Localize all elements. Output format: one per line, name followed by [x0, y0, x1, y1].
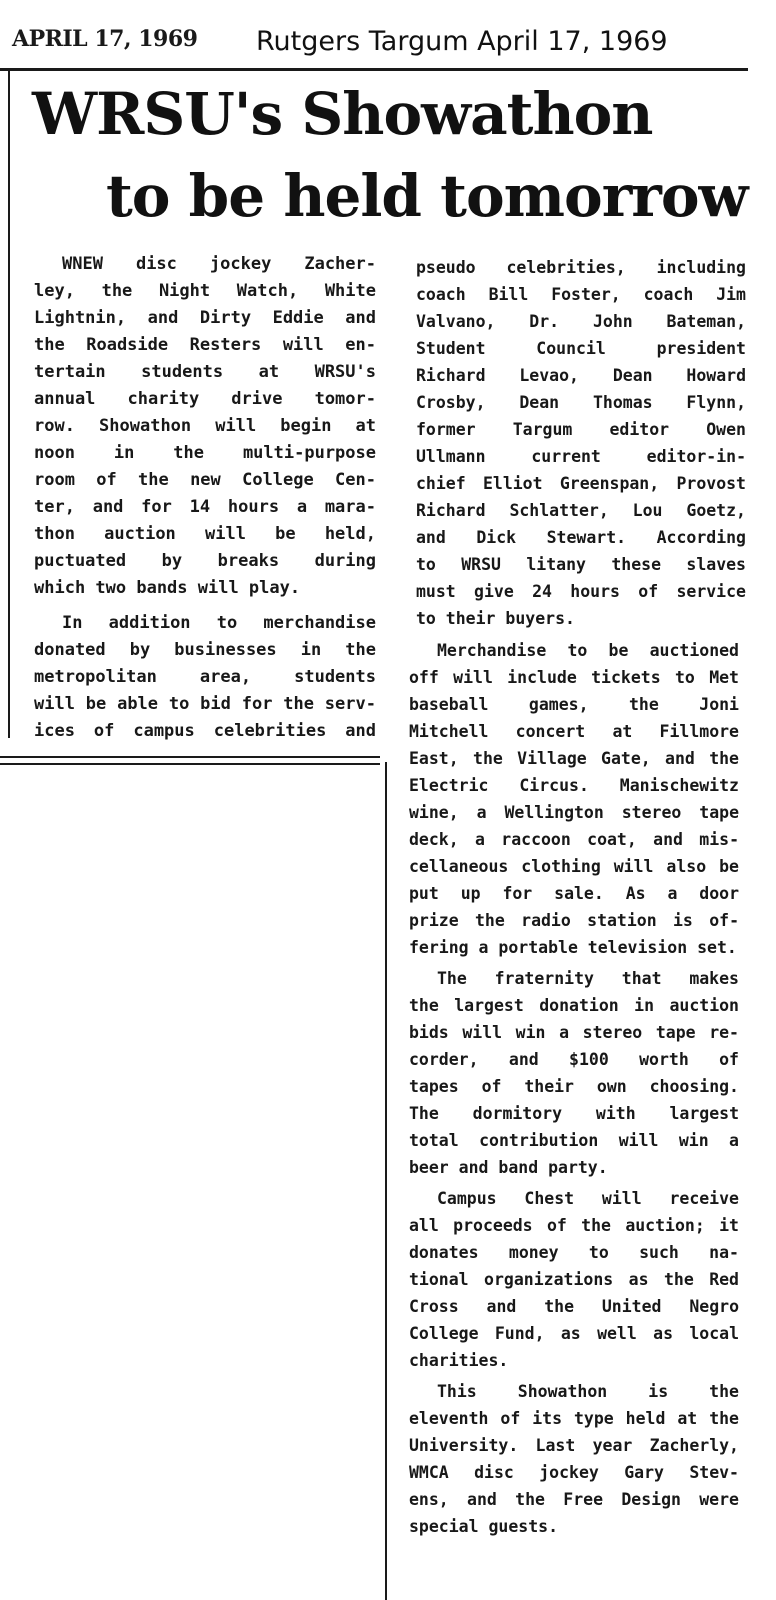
text-line: corder, and $100 worth of	[409, 1050, 739, 1069]
text-line: wine, a Wellington stereo tape	[409, 803, 739, 822]
text-line: all proceeds of the auction; it	[409, 1216, 739, 1235]
text-line: Lightnin, and Dirty Eddie and	[34, 308, 376, 328]
bottom-rule-left-2	[0, 763, 380, 765]
text-line: Valvano, Dr. John Bateman,	[416, 312, 746, 331]
text-line: ices of campus celebrities and	[34, 721, 376, 741]
headline-line-1: WRSU's Showathon	[32, 80, 653, 148]
text-line: special guests.	[409, 1517, 559, 1536]
text-line: charities.	[409, 1351, 509, 1370]
text-line: pseudo celebrities, including	[416, 258, 746, 277]
text-line: College Fund, as well as local	[409, 1324, 739, 1343]
text-line: ley, the Night Watch, White	[34, 281, 376, 301]
text-line: East, the Village Gate, and the	[409, 749, 739, 768]
text-line: the Roadside Resters will en-	[34, 335, 376, 355]
text-line: prize the radio station is of-	[409, 911, 739, 930]
text-line: Student Council president	[416, 339, 746, 358]
text-line: fering a portable television set.	[409, 938, 737, 957]
text-line: annual charity drive tomor-	[34, 389, 376, 409]
text-line: The dormitory with largest	[409, 1104, 739, 1123]
left-border-rule	[8, 70, 10, 738]
text-line: tertain students at WRSU's	[34, 362, 376, 382]
text-line: Crosby, Dean Thomas Flynn,	[416, 393, 746, 412]
text-line: coach Bill Foster, coach Jim	[416, 285, 746, 304]
text-line: baseball games, the Joni	[409, 695, 739, 714]
text-line: row. Showathon will begin at	[34, 416, 376, 436]
text-line: tapes of their own choosing.	[409, 1077, 739, 1096]
text-line: chief Elliot Greenspan, Provost	[416, 474, 746, 493]
article-column-3	[409, 637, 739, 1540]
text-line: puctuated by breaks during	[34, 551, 376, 571]
bottom-rule-left-1	[0, 756, 380, 758]
top-rule	[0, 68, 748, 71]
text-line: Richard Schlatter, Lou Goetz,	[416, 501, 746, 520]
text-line: will be able to bid for the serv-	[34, 694, 376, 714]
text-line: tional organizations as the Red	[409, 1270, 739, 1289]
text-line: WNEW disc jockey Zacher-	[62, 254, 376, 274]
text-line: total contribution will win a	[409, 1131, 739, 1150]
text-line: which two bands will play.	[34, 578, 301, 598]
text-line: Campus Chest will receive	[437, 1189, 739, 1208]
text-line: ter, and for 14 hours a mara-	[34, 497, 376, 517]
source-caption: Rutgers Targum April 17, 1969	[256, 26, 668, 57]
headline-line-2: to be held tomorrow	[106, 162, 748, 230]
text-line: to their buyers.	[416, 609, 575, 628]
text-line: donates money to such na-	[409, 1243, 739, 1262]
article-column-1	[34, 251, 376, 745]
text-line: the largest donation in auction	[409, 996, 739, 1015]
text-line: Richard Levao, Dean Howard	[416, 366, 746, 385]
text-line: and Dick Stewart. According	[416, 528, 746, 547]
text-line: metropolitan area, students	[34, 667, 376, 687]
text-line: room of the new College Cen-	[34, 470, 376, 490]
text-line: Ullmann current editor-in-	[416, 447, 746, 466]
text-line: donated by businesses in the	[34, 640, 376, 660]
article-column-2	[416, 254, 746, 632]
text-line: University. Last year Zacherly,	[409, 1436, 739, 1455]
text-line: ens, and the Free Design were	[409, 1490, 739, 1509]
text-line: cellaneous clothing will also be	[409, 857, 739, 876]
text-line: put up for sale. As a door	[409, 884, 739, 903]
text-line: This Showathon is the	[437, 1382, 739, 1401]
text-line: Electric Circus. Manischewitz	[409, 776, 739, 795]
text-line: eleventh of its type held at the	[409, 1409, 739, 1428]
text-line: noon in the multi-purpose	[34, 443, 376, 463]
text-line: deck, a raccoon coat, and mis-	[409, 830, 739, 849]
text-line: must give 24 hours of service	[416, 582, 746, 601]
text-line: In addition to merchandise	[62, 613, 376, 633]
text-line: off will include tickets to Met	[409, 668, 739, 687]
text-line: Merchandise to be auctioned	[437, 641, 739, 660]
text-line: thon auction will be held,	[34, 524, 376, 544]
clipping-date-stamp: APRIL 17, 1969	[12, 26, 198, 52]
text-line: The fraternity that makes	[437, 969, 739, 988]
text-line: bids will win a stereo tape re-	[409, 1023, 739, 1042]
text-line: Mitchell concert at Fillmore	[409, 722, 739, 741]
text-line: former Targum editor Owen	[416, 420, 746, 439]
text-line: Cross and the United Negro	[409, 1297, 739, 1316]
text-line: to WRSU litany these slaves	[416, 555, 746, 574]
text-line: WMCA disc jockey Gary Stev-	[409, 1463, 739, 1482]
text-line: beer and band party.	[409, 1158, 608, 1177]
column-divider	[385, 762, 387, 1600]
